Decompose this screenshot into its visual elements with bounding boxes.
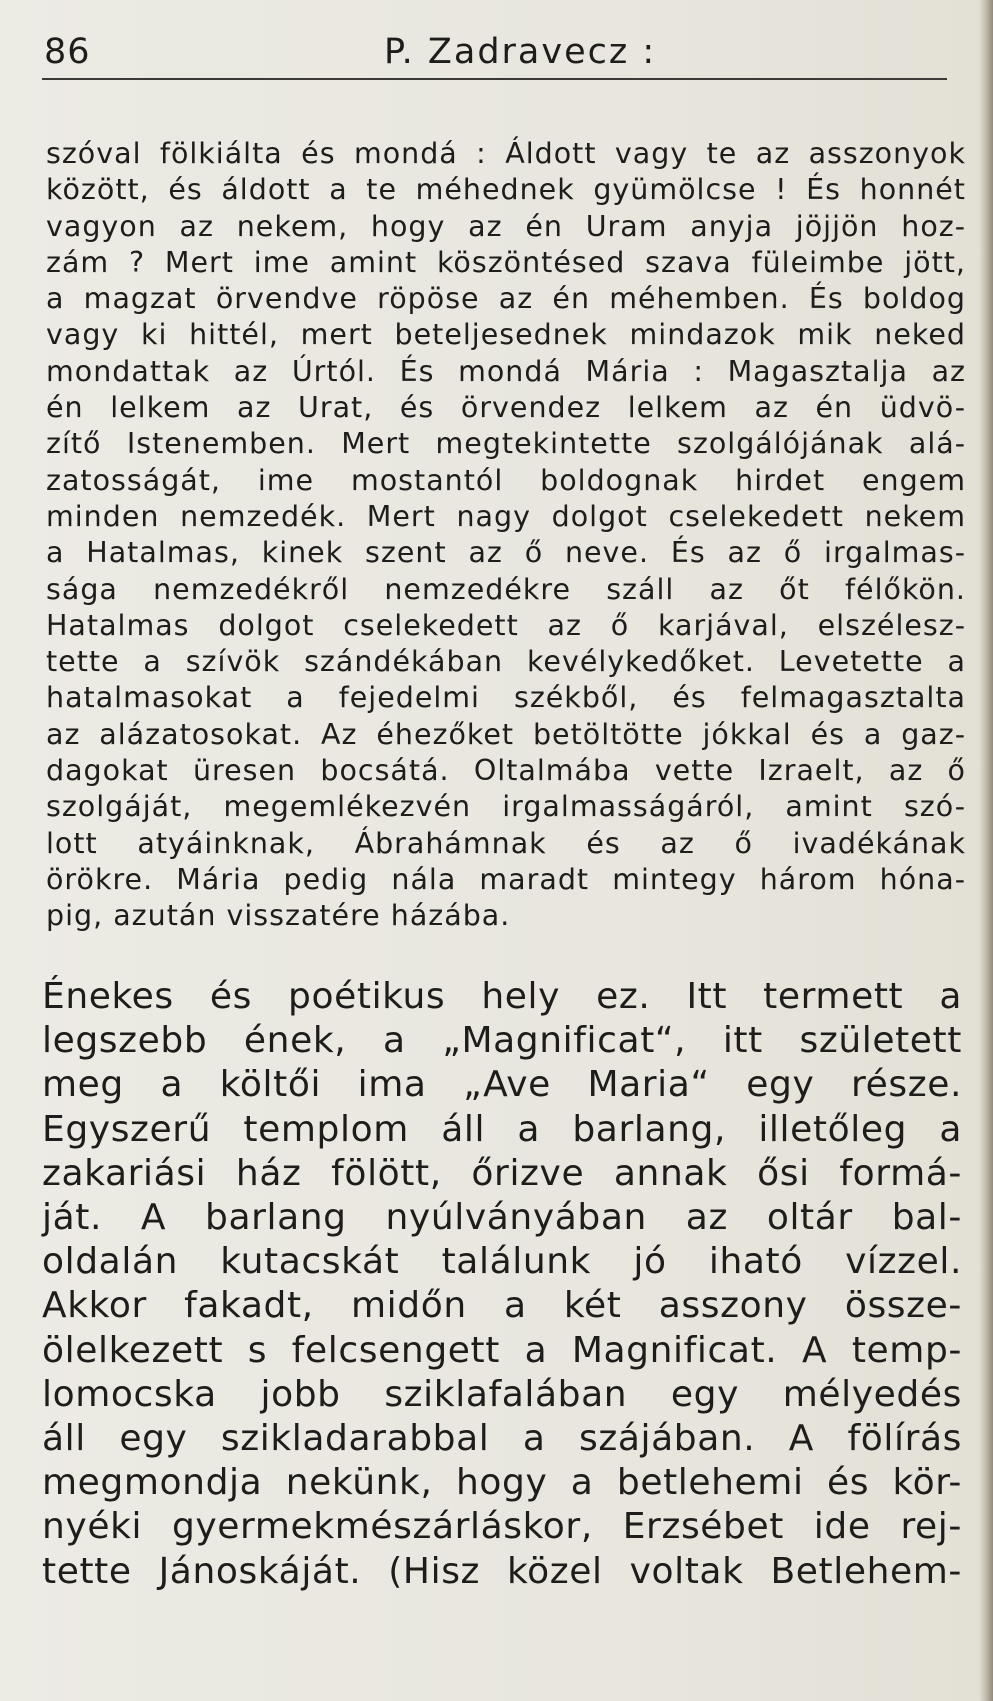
text-line: lomocska jobb sziklafalában egy mélyedés xyxy=(42,1373,962,1415)
text-line: lott atyáinknak, Ábrahámnak és az ő ivadékának xyxy=(46,826,966,860)
text-line: nyéki gyermekmészárláskor, Erzsébet ide rej- xyxy=(42,1506,962,1548)
text-line: vagyon az nekem, hogy az én Uram anyja jöjjön hoz- xyxy=(46,209,966,243)
text-line: pig, azután visszatére házába. xyxy=(46,899,511,933)
text-line: minden nemzedék. Mert nagy dolgot cselekedett nekem xyxy=(46,499,966,533)
text-line: az alázatosokat. Az éhezőket betöltötte jókkal és a gaz- xyxy=(46,717,966,751)
text-line: Hatalmas dolgot cselekedett az ő karjával, elszélesz- xyxy=(46,608,966,642)
body-paragraph xyxy=(42,975,962,1594)
page-edge-shadow xyxy=(979,0,993,1701)
text-line: sága nemzedékről nemzedékre száll az őt félőkön. xyxy=(46,572,966,606)
text-line: legszebb ének, a „Magnificat“, itt született xyxy=(42,1020,962,1062)
text-line: a Hatalmas, kinek szent az ő neve. És az ő irgalmas- xyxy=(46,536,966,570)
text-line: a magzat örvendve röpöse az én méhemben. És boldog xyxy=(46,282,966,316)
text-line: Énekes és poétikus hely ez. Itt termett a xyxy=(42,976,962,1017)
text-line: vagy ki hittél, mert beteljesednek mindazok mik neked xyxy=(46,318,966,352)
text-line: oldalán kutacskát találunk jó iható vízzel. xyxy=(42,1241,962,1283)
text-line: megmondja nekünk, hogy a betlehemi és kör- xyxy=(42,1462,962,1504)
header-rule xyxy=(42,78,947,80)
text-line: Akkor fakadt, midőn a két asszony össze- xyxy=(42,1285,962,1327)
text-line: áll egy szikladarabbal a szájában. A fölírás xyxy=(42,1418,962,1460)
page-number: 86 xyxy=(44,32,91,72)
page-header xyxy=(44,24,944,74)
text-line: ját. A barlang nyúlványában az oltár bal- xyxy=(42,1197,962,1239)
text-line: szolgáját, megemlékezvén irgalmasságáról, amint szó- xyxy=(46,790,966,824)
text-line: hatalmasokat a fejedelmi székből, és felmagasztalta xyxy=(46,681,966,715)
text-line: zítő Istenemben. Mert megtekintette szolgálójának alá- xyxy=(46,427,966,461)
text-line: örökre. Mária pedig nála maradt mintegy három hóna- xyxy=(46,862,966,896)
text-line: tette Jánoskáját. (Hisz közel voltak Betlehem- xyxy=(42,1550,962,1592)
text-line: zám ? Mert ime amint köszöntésed szava füleimbe jött, xyxy=(46,245,966,279)
text-line: én lelkem az Urat, és örvendez lelkem az én üdvö- xyxy=(46,391,966,425)
text-line: zakariási ház fölött, őrizve annak ősi formá- xyxy=(42,1152,962,1194)
text-line: zatosságát, ime mostantól boldognak hirdet engem xyxy=(46,463,966,497)
text-line: szóval fölkiálta és mondá : Áldott vagy te az asszonyok xyxy=(46,137,966,170)
text-line: mondattak az Úrtól. És mondá Mária : Magasztalja az xyxy=(46,354,966,388)
quoted-passage xyxy=(46,136,966,935)
text-line: dagokat üresen bocsátá. Oltalmába vette Izraelt, az ő xyxy=(46,754,966,788)
text-line: ölelkezett s felcsengett a Magnificat. A temp- xyxy=(42,1329,962,1371)
text-line: között, és áldott a te méhednek gyümölcse ! És honnét xyxy=(46,173,966,207)
text-line: tette a szívök szándékában kevélykedőket. Levetette a xyxy=(46,645,966,679)
text-line: Egyszerű templom áll a barlang, illetőleg a xyxy=(42,1108,962,1150)
text-line: meg a költői ima „Ave Maria“ egy része. xyxy=(42,1064,962,1106)
running-head: P. Zadravecz : xyxy=(384,32,657,72)
